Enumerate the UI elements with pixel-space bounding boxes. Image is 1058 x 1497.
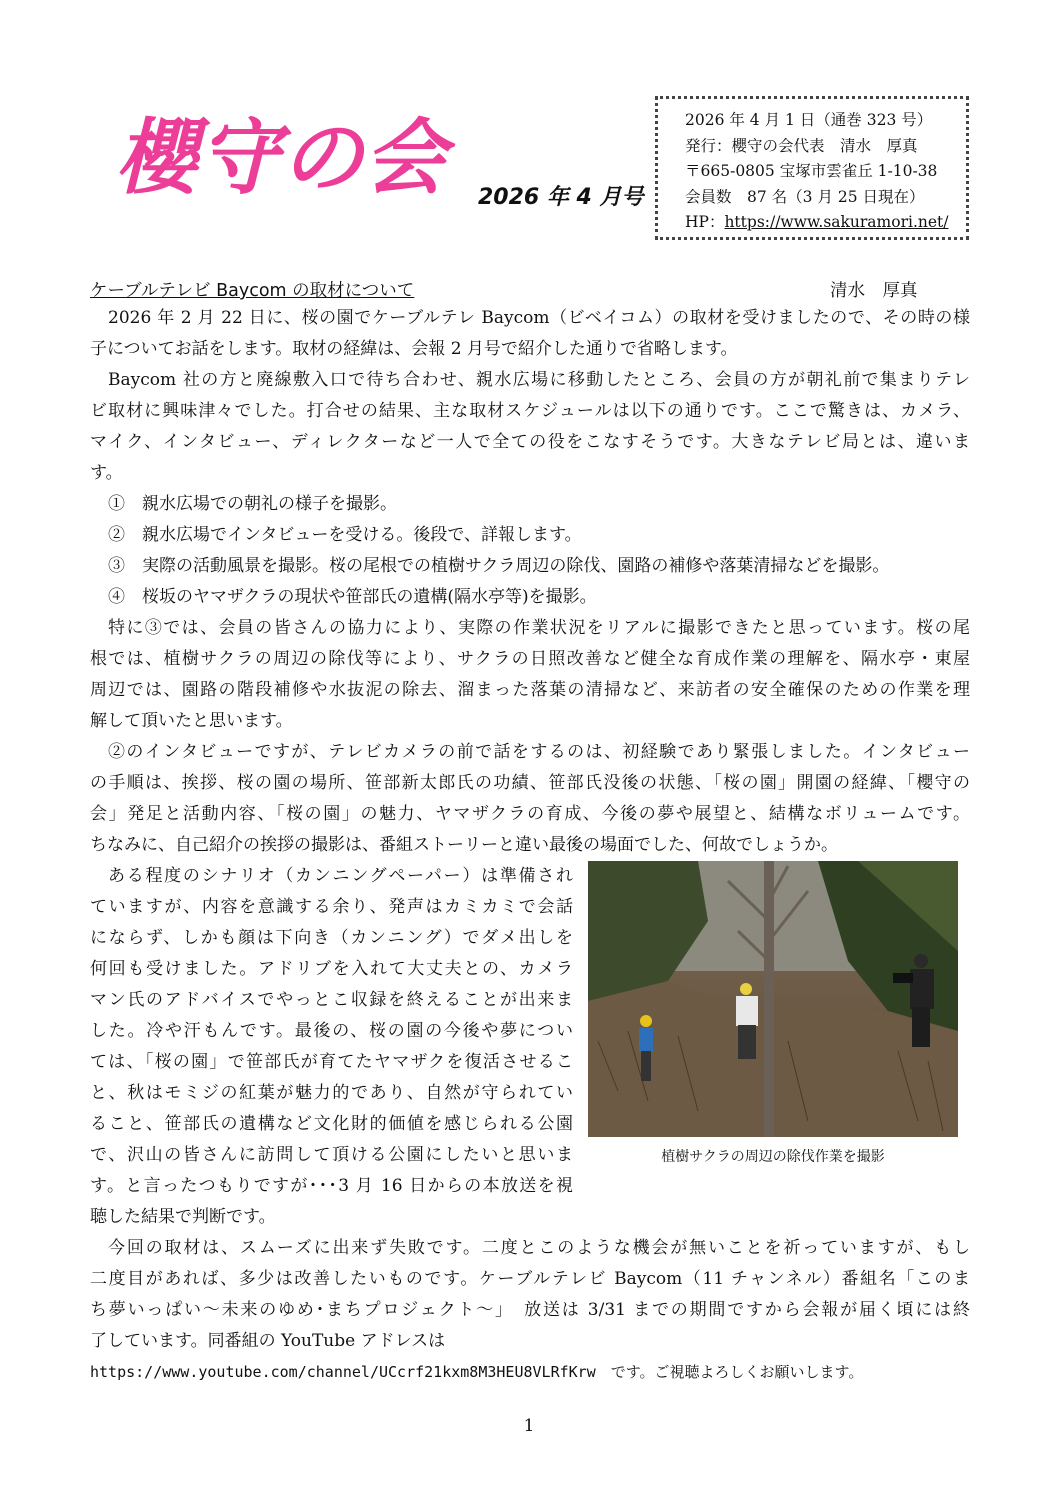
body-line: ちなみに、自己紹介の挨拶の撮影は、番組ストーリーと違い最後の場面でした、何故でしょうか。 xyxy=(90,835,838,855)
body-line: ある程度のシナリオ（カンニングペーパー）は準備され xyxy=(108,866,573,886)
body-line: 子についてお話をします。取材の経緯は、会報 2 月号で紹介した通りで省略します。 xyxy=(90,339,738,359)
body-line: ち夢いっぱい〜未来のゆめ･まちプロジェクト〜」 放送は 3/31 までの期間ですから会報が届く頃には終 xyxy=(90,1300,970,1320)
body-line: 周辺では、園路の階段補修や水抜泥の除去、溜まった落葉の清掃など、来訪者の安全確保のための作業を理 xyxy=(90,680,970,700)
photo-caption: 植樹サクラの周辺の除伐作業を撮影 xyxy=(661,1149,885,1165)
list-item: ① 親水広場での朝礼の様子を撮影。 xyxy=(108,494,397,514)
body-line: 会」発足と活動内容、「桜の園」の魅力、ヤマザクラの育成、今後の夢や展望と、結構なボリュームです。 xyxy=(90,804,970,824)
masthead-issue: 2026 年 4 月号 xyxy=(478,185,644,210)
body-line: ていますが、内容を意識する余り、発声はカミカミで会話 xyxy=(90,897,573,917)
body-line: 二度目があれば、多少は改善したいものです。ケーブルテレビ Baycom（11 チャンネル）番組名「このま xyxy=(90,1269,970,1289)
publication-info-box xyxy=(655,96,969,240)
info-members: 会員数 87 名（3 月 25 日現在） xyxy=(685,187,925,206)
body-line: す。 xyxy=(90,463,123,483)
body-line: と、秋はモミジの紅葉が魅力的であり、自然が守られてい xyxy=(90,1083,573,1103)
homepage-label: HP： xyxy=(685,213,725,231)
body-line: 根では、植樹サクラの周辺の除伐等により、サクラの日照改善など健全な育成作業の理解を、隔水亭・東屋 xyxy=(90,649,970,669)
body-line: にならず、しかも顔は下向き（カンニング）でダメ出しを xyxy=(90,928,573,948)
weeding-work-photo xyxy=(588,861,958,1137)
body-line: で、沢山の皆さんに訪問して頂ける公園にしたいと思いま xyxy=(90,1145,573,1165)
body-line: した。冷や汗もんです。最後の、桜の園の今後や夢につい xyxy=(90,1021,573,1041)
body-line: ること、笹部氏の遺構など文化財的価値を感じられる公園 xyxy=(90,1114,573,1134)
youtube-url-line: https://www.youtube.com/channel/UCcrf21kxm8M3HEU8VLRfKrw です。ご視聴よろしくお願いします。 xyxy=(90,1363,864,1381)
body-line: 2026 年 2 月 22 日に、桜の園でケーブルテレ Baycom（ビベイコム）の取材を受けましたので、その時の様 xyxy=(108,308,970,328)
list-item: ③ 実際の活動風景を撮影。桜の尾根での植樹サクラ周辺の除伐、園路の補修や落葉清掃などを撮影。 xyxy=(108,556,890,576)
page-number: 1 xyxy=(523,1416,535,1436)
article-author: 清水 厚真 xyxy=(830,281,918,301)
body-line: 何回も受けました。アドリブを入れて大丈夫との、カメラ xyxy=(90,959,573,979)
info-homepage xyxy=(685,210,966,236)
info-address: 〒665-0805 宝塚市雲雀丘 1-10-38 xyxy=(685,162,938,180)
info-publisher: 発行：櫻守の会代表 清水 厚真 xyxy=(685,136,918,155)
homepage-link[interactable]: https://www.sakuramori.net/ xyxy=(724,213,949,231)
body-line: 了しています。同番組の YouTube アドレスは xyxy=(90,1331,446,1351)
masthead-title: 櫻守の会 xyxy=(115,111,447,206)
body-line: Baycom 社の方と廃線敷入口で待ち合わせ、親水広場に移動したところ、会員の方が朝礼前で集まりテレ xyxy=(108,370,970,390)
body-line: ビ取材に興味津々でした。打合せの結果、主な取材スケジュールは以下の通りです。ここで驚きは、カメラ、 xyxy=(90,401,970,421)
body-line: マン氏のアドバイスでやっとこ収録を終えることが出来ま xyxy=(90,990,573,1010)
body-line: ②のインタビューですが、テレビカメラの前で話をするのは、初経験であり緊張しました。インタビュー xyxy=(108,742,970,762)
body-line: 聴した結果で判断です。 xyxy=(90,1207,276,1227)
list-item: ④ 桜坂のヤマザクラの現状や笹部氏の遺構(隔水亭等)を撮影。 xyxy=(108,587,597,607)
body-line: 今回の取材は、スムーズに出来ず失敗です。二度とこのような機会が無いことを祈っていますが、もし xyxy=(108,1238,970,1258)
body-line: マイク、インタビュー、ディレクターなど一人で全ての役をこなすそうです。大きなテレビ局とは、違いま xyxy=(90,432,970,452)
body-line: ては、「桜の園」で笹部氏が育てたヤマザクを復活させるこ xyxy=(90,1052,573,1072)
body-line: 特に③では、会員の皆さんの協力により、実際の作業状況をリアルに撮影できたと思っています。桜の尾 xyxy=(108,618,970,638)
info-date: 2026 年 4 月 1 日（通巻 323 号） xyxy=(685,111,933,129)
body-line: の手順は、挨拶、桜の園の場所、笹部新太郎氏の功績、笹部氏没後の状態、「桜の園」開園の経緯、「櫻守の xyxy=(90,773,970,793)
article-title: ケーブルテレビ Baycom の取材について xyxy=(90,281,415,301)
list-item: ② 親水広場でインタビューを受ける。後段で、詳報します。 xyxy=(108,525,582,545)
body-line: 解して頂いたと思います。 xyxy=(90,711,293,731)
body-line: す。と言ったつもりですが･･･3 月 16 日からの本放送を視 xyxy=(90,1176,573,1196)
